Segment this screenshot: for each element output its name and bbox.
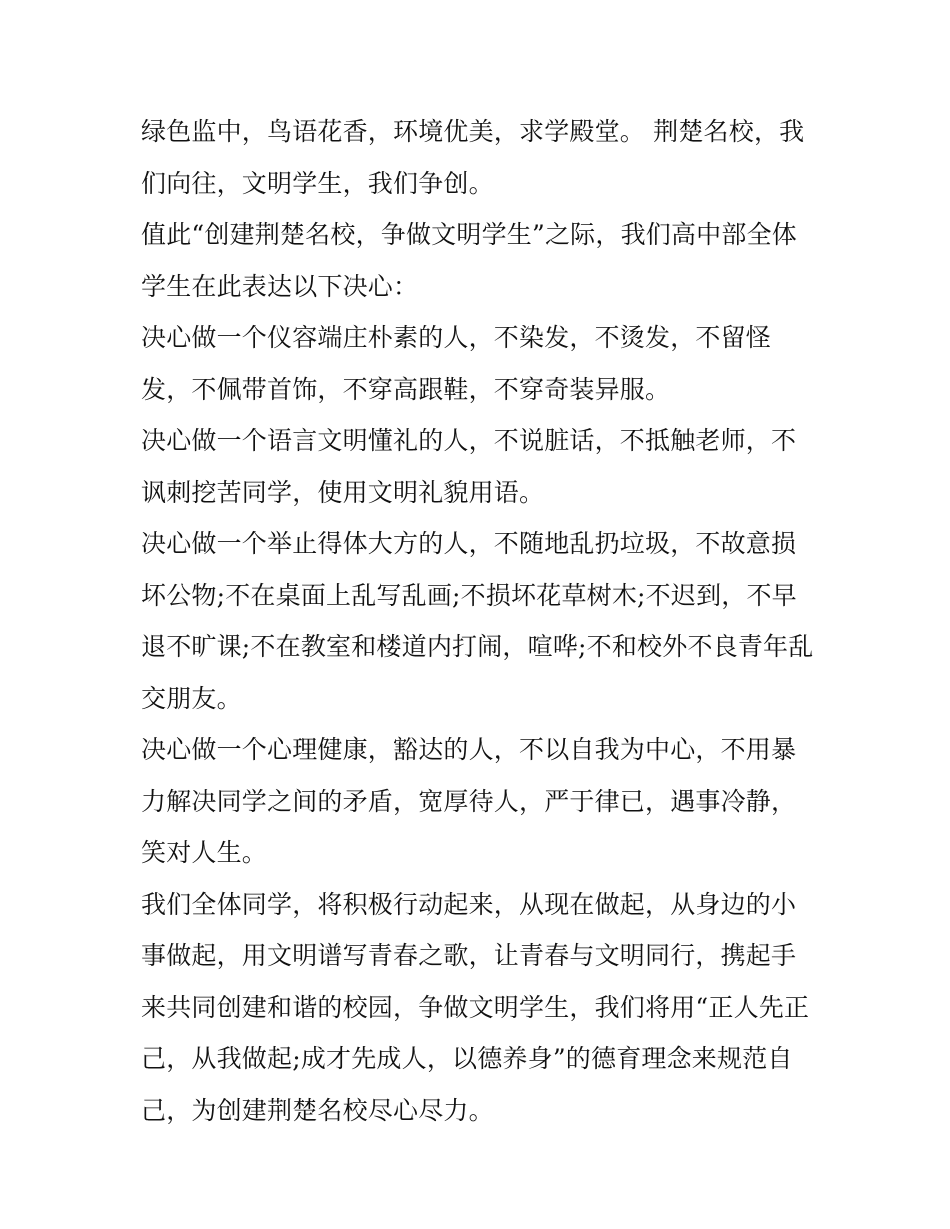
paragraph-occasion: 值此“创建荆楚名校，争做文明学生”之际，我们高中部全体学生在此表达以下决心： (141, 220, 797, 301)
paragraph-intro: 绿色监中，鸟语花香，环境优美，求学殿堂。 荆楚名校，我们向往，文明学生，我们争创。 (141, 117, 805, 198)
paragraph-conclusion: 我们全体同学，将积极行动起来，从现在做起，从身边的小事做起，用文明谱写青春之歌，让青春与文明同行，携起手来共同创建和谐的校园，争做文明学生，我们将用“正人先正己，从我做起;成才先成人，以德养身”的德育理念来规范自己，为创建荆楚名校尽心尽力。 (141, 889, 810, 1125)
paragraph-resolution-mental-health: 决心做一个心理健康，豁达的人，不以自我为中心，不用暴力解决同学之间的矛盾，宽厚待人，严于律已，遇事冷静，笑对人生。 (141, 735, 797, 867)
paragraph-resolution-speech: 决心做一个语言文明懂礼的人，不说脏话，不抵触老师，不讽刺挖苦同学，使用文明礼貌用语。 (141, 426, 797, 507)
paragraph-resolution-appearance: 决心做一个仪容端庄朴素的人，不染发，不烫发，不留怪发，不佩带首饰，不穿高跟鞋，不穿奇装异服。 (141, 323, 772, 404)
paragraph-resolution-behavior: 决心做一个举止得体大方的人，不随地乱扔垃圾，不故意损坏公物;不在桌面上乱写乱画;不损坏花草树木;不迟到，不早退不旷课;不在教室和楼道内打闹，喧哗;不和校外不良青年乱交朋友。 (141, 529, 814, 713)
document-body (141, 106, 821, 1136)
